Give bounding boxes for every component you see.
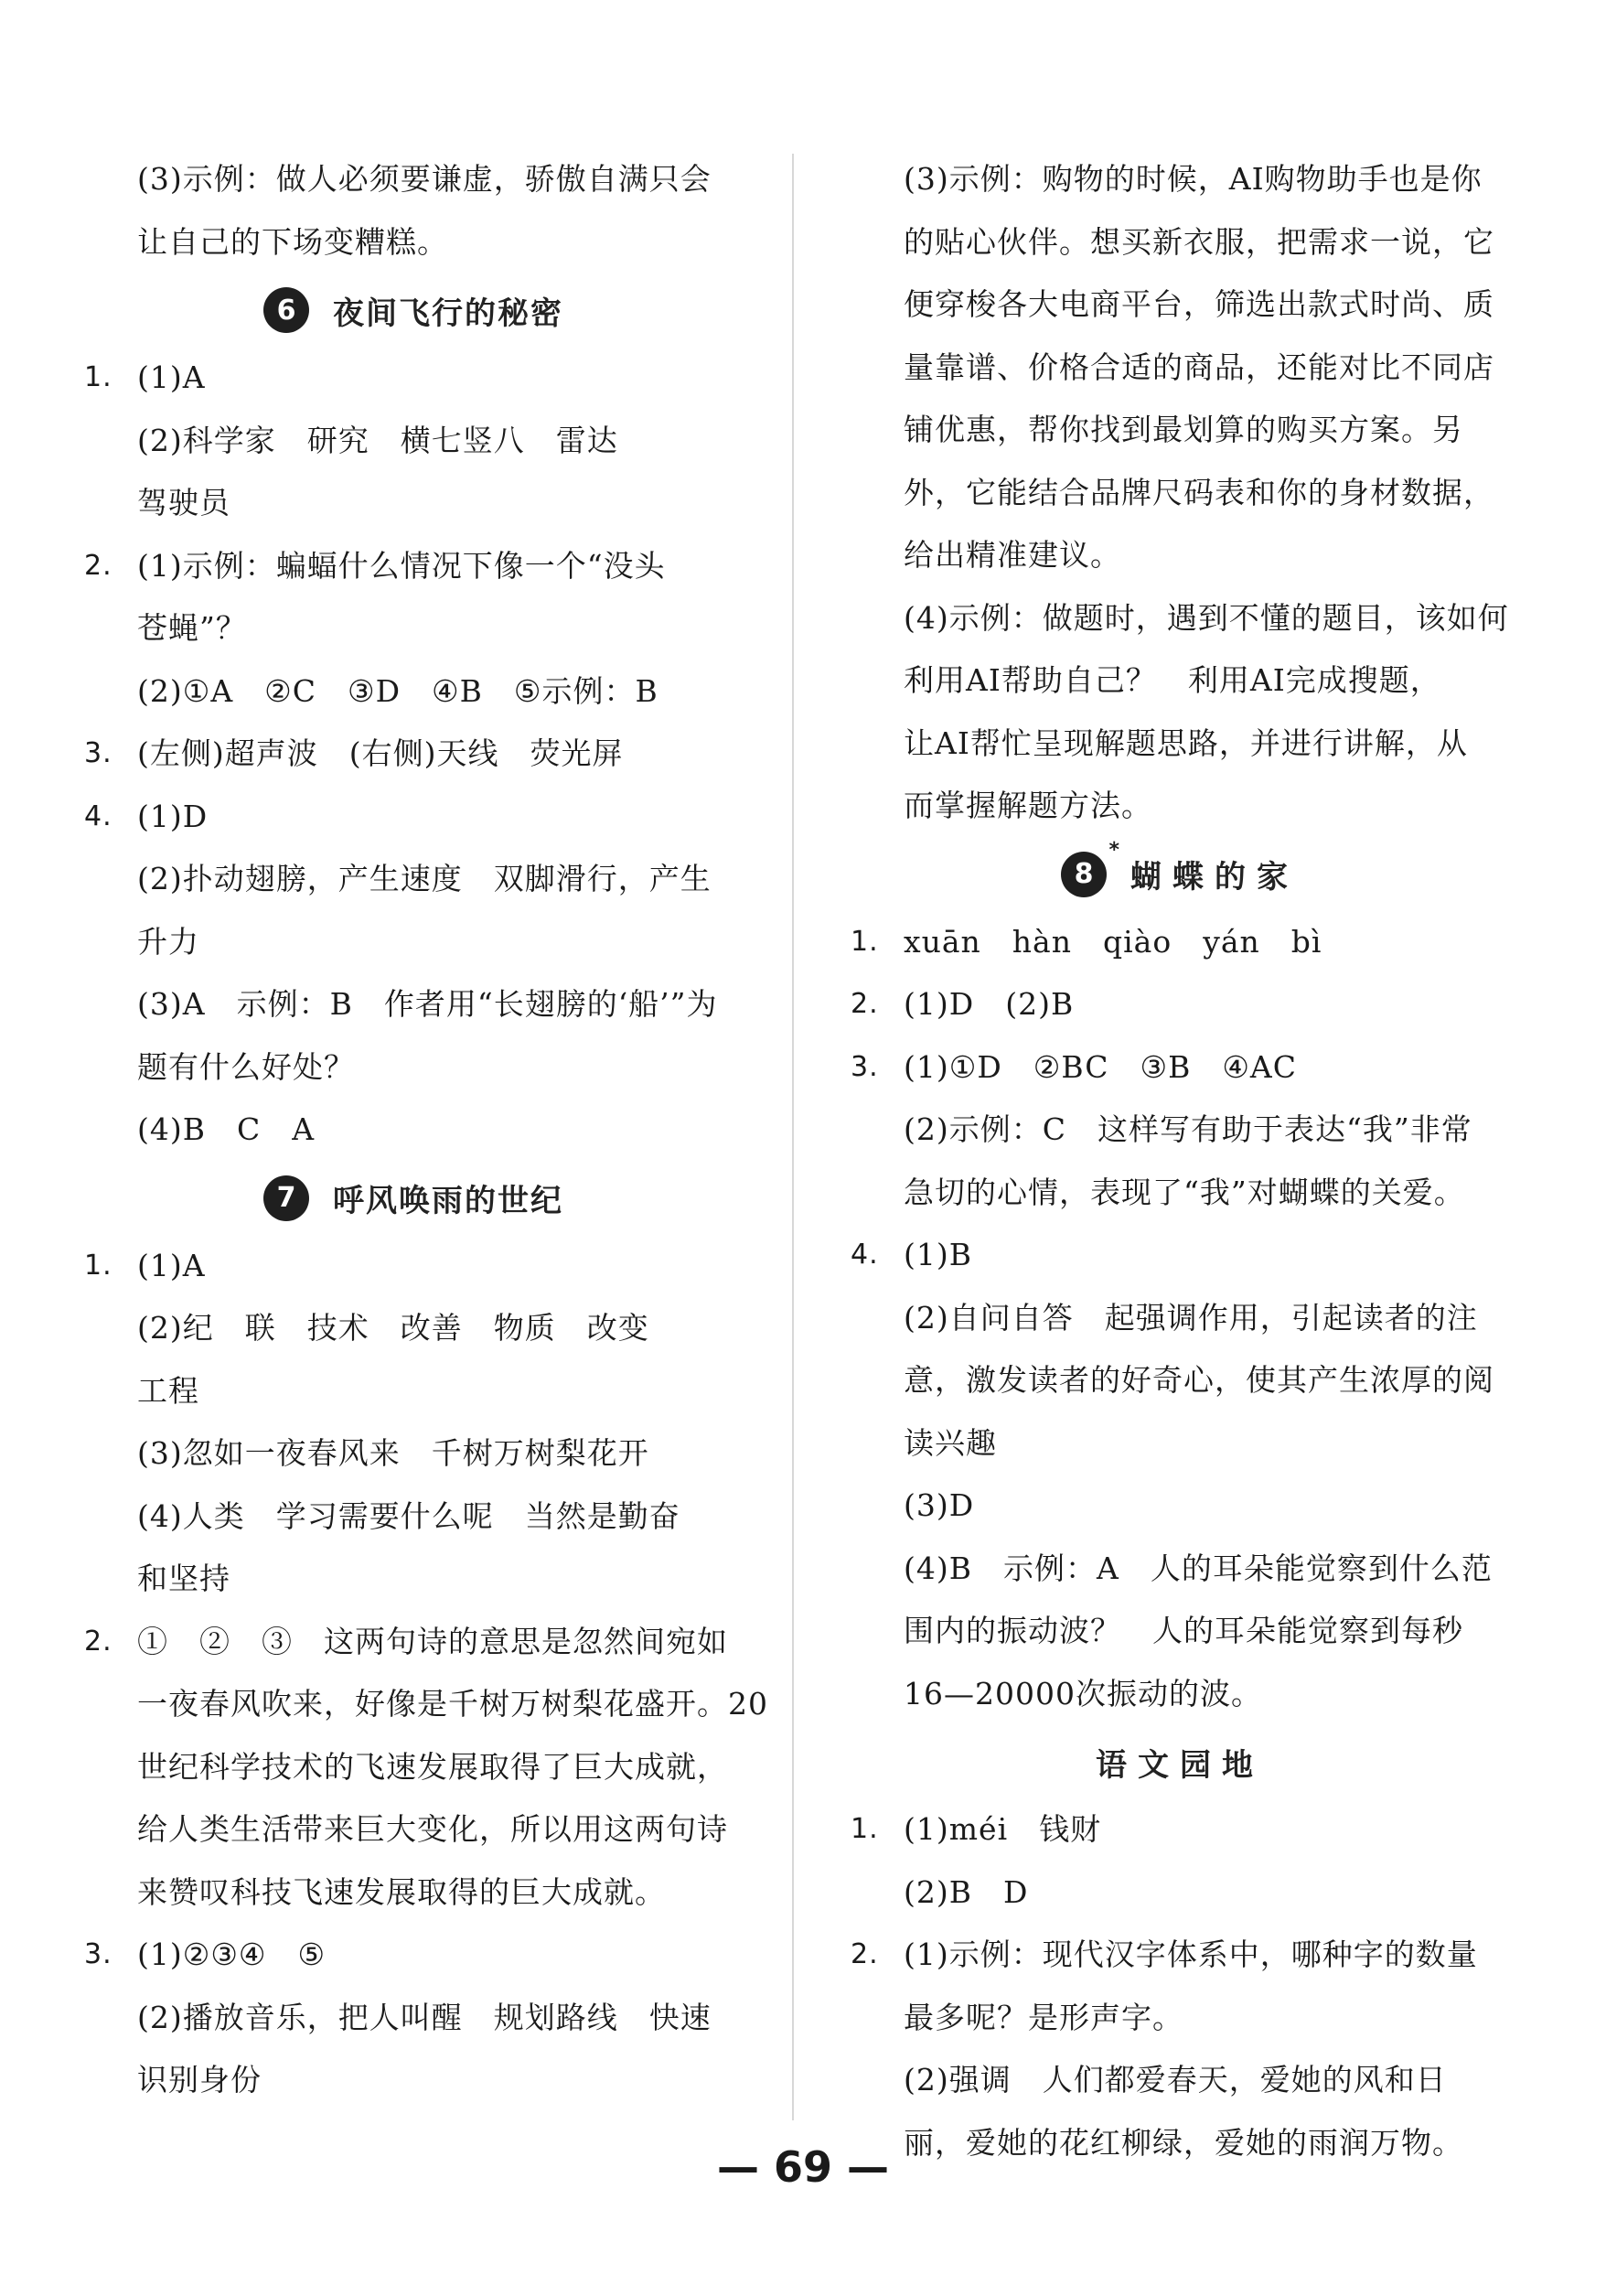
answer-line	[84, 1924, 743, 1987]
answer-text: (左侧)超声波 (右侧)天线 荧光屏	[137, 735, 624, 771]
section-number-badge	[1061, 838, 1119, 897]
text-line: (2)强调 人们都爱春天，爱她的风和日	[904, 2062, 1447, 2098]
answer-line	[84, 723, 743, 786]
text-line: 丽，爱她的花红柳绿，爱她的雨润万物。	[904, 2124, 1463, 2161]
text-line: 读兴趣	[904, 1424, 997, 1461]
text-line: (4)B C A	[137, 1111, 316, 1147]
badge-number: 8	[1074, 858, 1094, 890]
text-line: 最多呢？是形声字。	[904, 1999, 1183, 2035]
question-number: 2.	[84, 549, 112, 582]
text-line: (2)扑动翅膀，产生速度 双脚滑行，产生	[137, 861, 712, 896]
answer-text: (1)B	[904, 1237, 972, 1272]
question-number: 1.	[851, 1813, 879, 1845]
answer-line	[851, 1224, 1509, 1287]
answer-text: (1)②③④ ⑤	[137, 1937, 327, 1972]
left-column	[84, 148, 768, 2112]
text-line: 工程	[137, 1372, 199, 1409]
answer-line	[851, 973, 1509, 1036]
text-line: 围内的振动波？ 人的耳朵能觉察到每秒	[904, 1613, 1463, 1648]
text-line: 题有什么好处？	[137, 1048, 355, 1085]
question-number: 1.	[84, 1249, 112, 1282]
answer-line	[851, 1036, 1509, 1100]
column-divider	[792, 154, 794, 2120]
answer-text: (1)méi 钱财	[904, 1811, 1102, 1847]
question-number: 3.	[84, 737, 112, 769]
text-line: 让自己的下场变糟糕。	[137, 223, 448, 260]
text-line: (2)播放音乐，把人叫醒 规划路线 快速	[137, 1999, 712, 2035]
text-line: (2)科学家 研究 横七竖八 雷达	[137, 422, 618, 458]
question-number: 2.	[851, 1938, 879, 1970]
answer-text: (1)示例：蝙蝠什么情况下像一个“没头	[137, 547, 666, 584]
answer-text: (1)示例：现代汉字体系中，哪种字的数量	[904, 1937, 1478, 1972]
text-line: (4)B 示例：A 人的耳朵能觉察到什么范	[904, 1550, 1493, 1586]
section-title: 语文园地	[1096, 1746, 1264, 1784]
question-number: 2.	[851, 988, 879, 1020]
answer-line	[851, 911, 1509, 974]
text-line: 给人类生活带来巨大变化，所以用这两句诗	[137, 1811, 728, 1847]
section-heading-8	[851, 838, 1509, 911]
text-line: 铺优惠，帮你找到最划算的购买方案。另	[904, 412, 1463, 447]
section-title: 呼风唤雨的世纪	[333, 1183, 563, 1219]
page-number: — 69 —	[716, 2142, 890, 2192]
section-heading-7	[84, 1162, 743, 1235]
question-number: 1.	[851, 925, 879, 958]
answer-line	[84, 535, 743, 598]
text-line: 让AI帮忙呈现解题思路，并进行讲解，从	[904, 724, 1468, 761]
text-line: 的贴心伙伴。想买新衣服，把需求一说，它	[904, 223, 1494, 260]
text-line: (3)A 示例：B 作者用“长翅膀的‘船’”为	[137, 986, 718, 1022]
text-line: 而掌握解题方法。	[904, 788, 1152, 823]
text-line: (2)①A ②C ③D ④B ⑤示例：B	[137, 672, 658, 709]
question-number: 4.	[84, 799, 112, 832]
answer-text: (1)①D ②BC ③B ④AC	[904, 1048, 1297, 1085]
text-line: 世纪科学技术的飞速发展取得了巨大成就，	[137, 1748, 728, 1785]
answer-text: (1)D (2)B	[904, 986, 1075, 1022]
text-line: 驾驶员	[137, 485, 230, 520]
text-line: 便穿梭各大电商平台，筛选出款式时尚、质	[904, 286, 1494, 322]
text-line: (2)示例：C 这样写有助于表达“我”非常	[904, 1111, 1472, 1147]
answer-line	[84, 1611, 743, 1674]
text-line: (3)示例：购物的时候，AI购物助手也是你	[904, 161, 1483, 197]
section-title: 蝴蝶的家	[1130, 859, 1299, 896]
section-number-badge: 7	[263, 1175, 309, 1221]
text-line: 利用AI帮助自己？ 利用AI完成搜题，	[904, 662, 1441, 698]
answer-line	[851, 1924, 1509, 1987]
text-line: 量靠谱、价格合适的商品，还能对比不同店	[904, 349, 1494, 385]
text-line: 一夜春风吹来，好像是千树万树梨花盛开。20	[137, 1686, 768, 1722]
question-number: 2.	[84, 1625, 112, 1658]
question-number: 1.	[84, 361, 112, 393]
section-title: 夜间飞行的秘密	[333, 295, 563, 332]
text-line: 急切的心情，表现了“我”对蝴蝶的关爱。	[904, 1174, 1465, 1210]
answer-text: xuān hàn qiào yán bì	[904, 923, 1322, 960]
question-number: 3.	[84, 1938, 112, 1970]
text-line: 给出精准建议。	[904, 537, 1121, 573]
question-number: 3.	[851, 1050, 879, 1083]
answer-line	[84, 347, 743, 410]
optional-star-icon: *	[1108, 838, 1119, 862]
text-line: (3)D	[904, 1487, 975, 1523]
text-line: 外，它能结合品牌尺码表和你的身材数据，	[904, 474, 1494, 510]
answer-text: (1)D	[137, 798, 209, 834]
section-heading-garden	[851, 1725, 1509, 1798]
section-number-badge: 6	[263, 287, 309, 333]
question-number: 4.	[851, 1239, 879, 1271]
text-line: (3)忽如一夜春风来 千树万树梨花开	[137, 1435, 649, 1471]
text-line: (4)示例：做题时，遇到不懂的题目，该如何	[904, 599, 1509, 636]
text-line: (2)自问自答 起强调作用，引起读者的注	[904, 1299, 1478, 1336]
answer-line	[851, 1798, 1509, 1861]
text-line: (3)示例：做人必须要谦虚，骄傲自满只会	[137, 161, 712, 197]
answer-line	[84, 1235, 743, 1298]
text-line: (4)人类 学习需要什么呢 当然是勤奋	[137, 1497, 680, 1534]
answer-text: (1)A	[137, 1247, 206, 1283]
text-line: 来赞叹科技飞速发展取得的巨大成就。	[137, 1873, 666, 1910]
text-line: 16—20000次振动的波。	[904, 1675, 1262, 1711]
text-line: 和坚持	[137, 1561, 230, 1596]
answer-text: (1)A	[137, 359, 206, 395]
text-line: (2)B D	[904, 1873, 1029, 1910]
text-line: 苍蝇”？	[137, 610, 247, 646]
text-line: 识别身份	[137, 2062, 262, 2098]
text-line: (2)纪 联 技术 改善 物质 改变	[137, 1310, 649, 1346]
answer-text: ① ② ③ 这两句诗的意思是忽然间宛如	[137, 1623, 728, 1659]
section-heading-6	[84, 274, 743, 347]
right-column	[851, 148, 1509, 2174]
text-line: 意，激发读者的好奇心，使其产生浓厚的阅	[904, 1362, 1494, 1398]
text-line: 升力	[137, 923, 199, 960]
answer-line	[84, 786, 743, 849]
